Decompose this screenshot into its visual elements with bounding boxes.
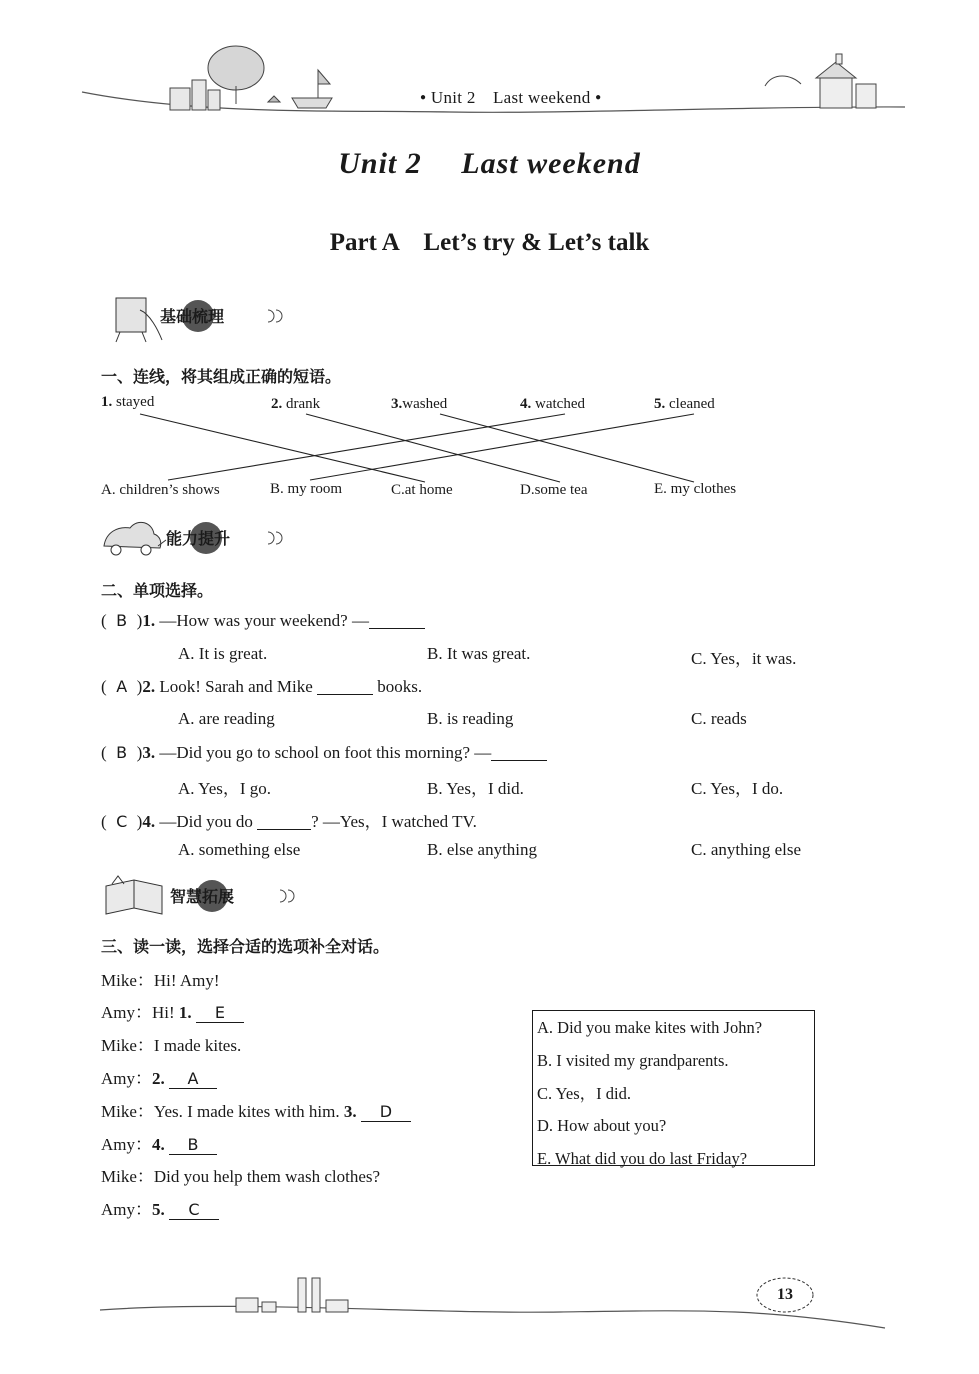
match-bottom-item: C.at home	[391, 482, 453, 498]
dialogue-line: Mike：Hi! Amy!	[101, 971, 220, 990]
dialogue-line: Amy：Hi! 1. E	[101, 998, 244, 1023]
mcq-question: ( B )3. —Did you go to school on foot this morning? —	[101, 742, 547, 763]
answer-mark: B	[116, 743, 128, 762]
answer-blank	[369, 610, 425, 629]
match-bottom-item: D.some tea	[520, 482, 588, 498]
section-badge-ability: 能力提升	[100, 516, 290, 564]
section-badge-wisdom: 智慧拓展	[100, 874, 300, 922]
dialogue-line: Amy：5. C	[101, 1195, 219, 1220]
answer-blank	[317, 676, 373, 695]
mcq-option: B. is reading	[427, 709, 514, 728]
option-item: C. Yes，I did.	[537, 1083, 631, 1103]
match-top-item: 3.washed	[391, 396, 448, 412]
mcq-option: A. something else	[178, 840, 301, 859]
mcq-question: ( A )2. Look! Sarah and Mike books.	[101, 677, 423, 696]
mcq-question: ( C )4. —Did you do ? —Yes，I watched TV.	[101, 812, 477, 831]
match-top-item: 2. drank	[271, 396, 321, 412]
option-item: D. How about you?	[537, 1116, 667, 1136]
running-head: ● Unit 2 Last weekend ●	[420, 88, 602, 107]
mcq-option: C. Yes，it was.	[691, 649, 797, 668]
match-top-item: 1. stayed	[101, 394, 155, 410]
dialogue-line: Amy：2. A	[101, 1064, 217, 1089]
unit-title: Unit 2 Last weekend	[338, 147, 641, 180]
mcq-option: A. Yes，I go.	[178, 779, 272, 798]
match-bottom-item: A. children’s shows	[101, 482, 220, 498]
mcq-question: ( B )1. —How was your weekend? —	[101, 610, 425, 631]
answer-mark: C	[116, 812, 128, 831]
dialogue-answer: C	[169, 1201, 219, 1220]
dialogue-answer: D	[361, 1103, 411, 1122]
mcq-option: C. Yes，I do.	[691, 779, 784, 798]
section3-heading: 三、读一读，选择合适的选项补全对话。	[101, 937, 390, 956]
option-item: E. What did you do last Friday?	[537, 1149, 748, 1169]
dialogue-line: Amy：4. B	[101, 1130, 217, 1155]
mcq-option: C. anything else	[691, 840, 802, 859]
mcq-option: B. It was great.	[427, 644, 531, 663]
section2-heading: 二、单项选择。	[101, 581, 214, 600]
mcq-option: A. It is great.	[178, 644, 268, 663]
options-box	[532, 1010, 815, 1169]
mcq-option: B. Yes，I did.	[427, 779, 524, 798]
option-item: B. I visited my grandparents.	[537, 1050, 729, 1070]
dialogue-line: Mike：I made kites.	[101, 1036, 242, 1055]
answer-mark: B	[116, 611, 128, 630]
answer-blank	[491, 742, 547, 761]
option-item: A. Did you make kites with John?	[537, 1018, 763, 1037]
dialogue-answer: E	[196, 1004, 244, 1023]
section1-heading: 一、连线，将其组成正确的短语。	[101, 367, 342, 386]
section-badge-basics: 基础梳理	[100, 296, 290, 344]
match-top-item: 4. watched	[520, 396, 585, 412]
mcq-option: C. reads	[691, 709, 747, 728]
matching-lines	[0, 0, 979, 520]
match-bottom-item: B. my room	[270, 481, 343, 497]
mcq-option: B. else anything	[427, 840, 538, 859]
dialogue-line: Mike：Yes. I made kites with him. 3. D	[101, 1097, 411, 1122]
dialogue-answer: A	[169, 1070, 217, 1089]
answer-mark: A	[116, 677, 128, 696]
part-title: Part A Let’s try & Let’s talk	[329, 229, 650, 256]
footer-decoration	[0, 1260, 979, 1340]
dialogue-line: Mike：Did you help them wash clothes?	[101, 1167, 381, 1186]
match-bottom-item: E. my clothes	[654, 481, 737, 497]
answer-blank	[257, 811, 311, 830]
mcq-option: A. are reading	[178, 709, 275, 728]
match-top-item: 5. cleaned	[654, 396, 715, 412]
page-number: 13	[777, 1286, 793, 1303]
dialogue-answer: B	[169, 1136, 217, 1155]
